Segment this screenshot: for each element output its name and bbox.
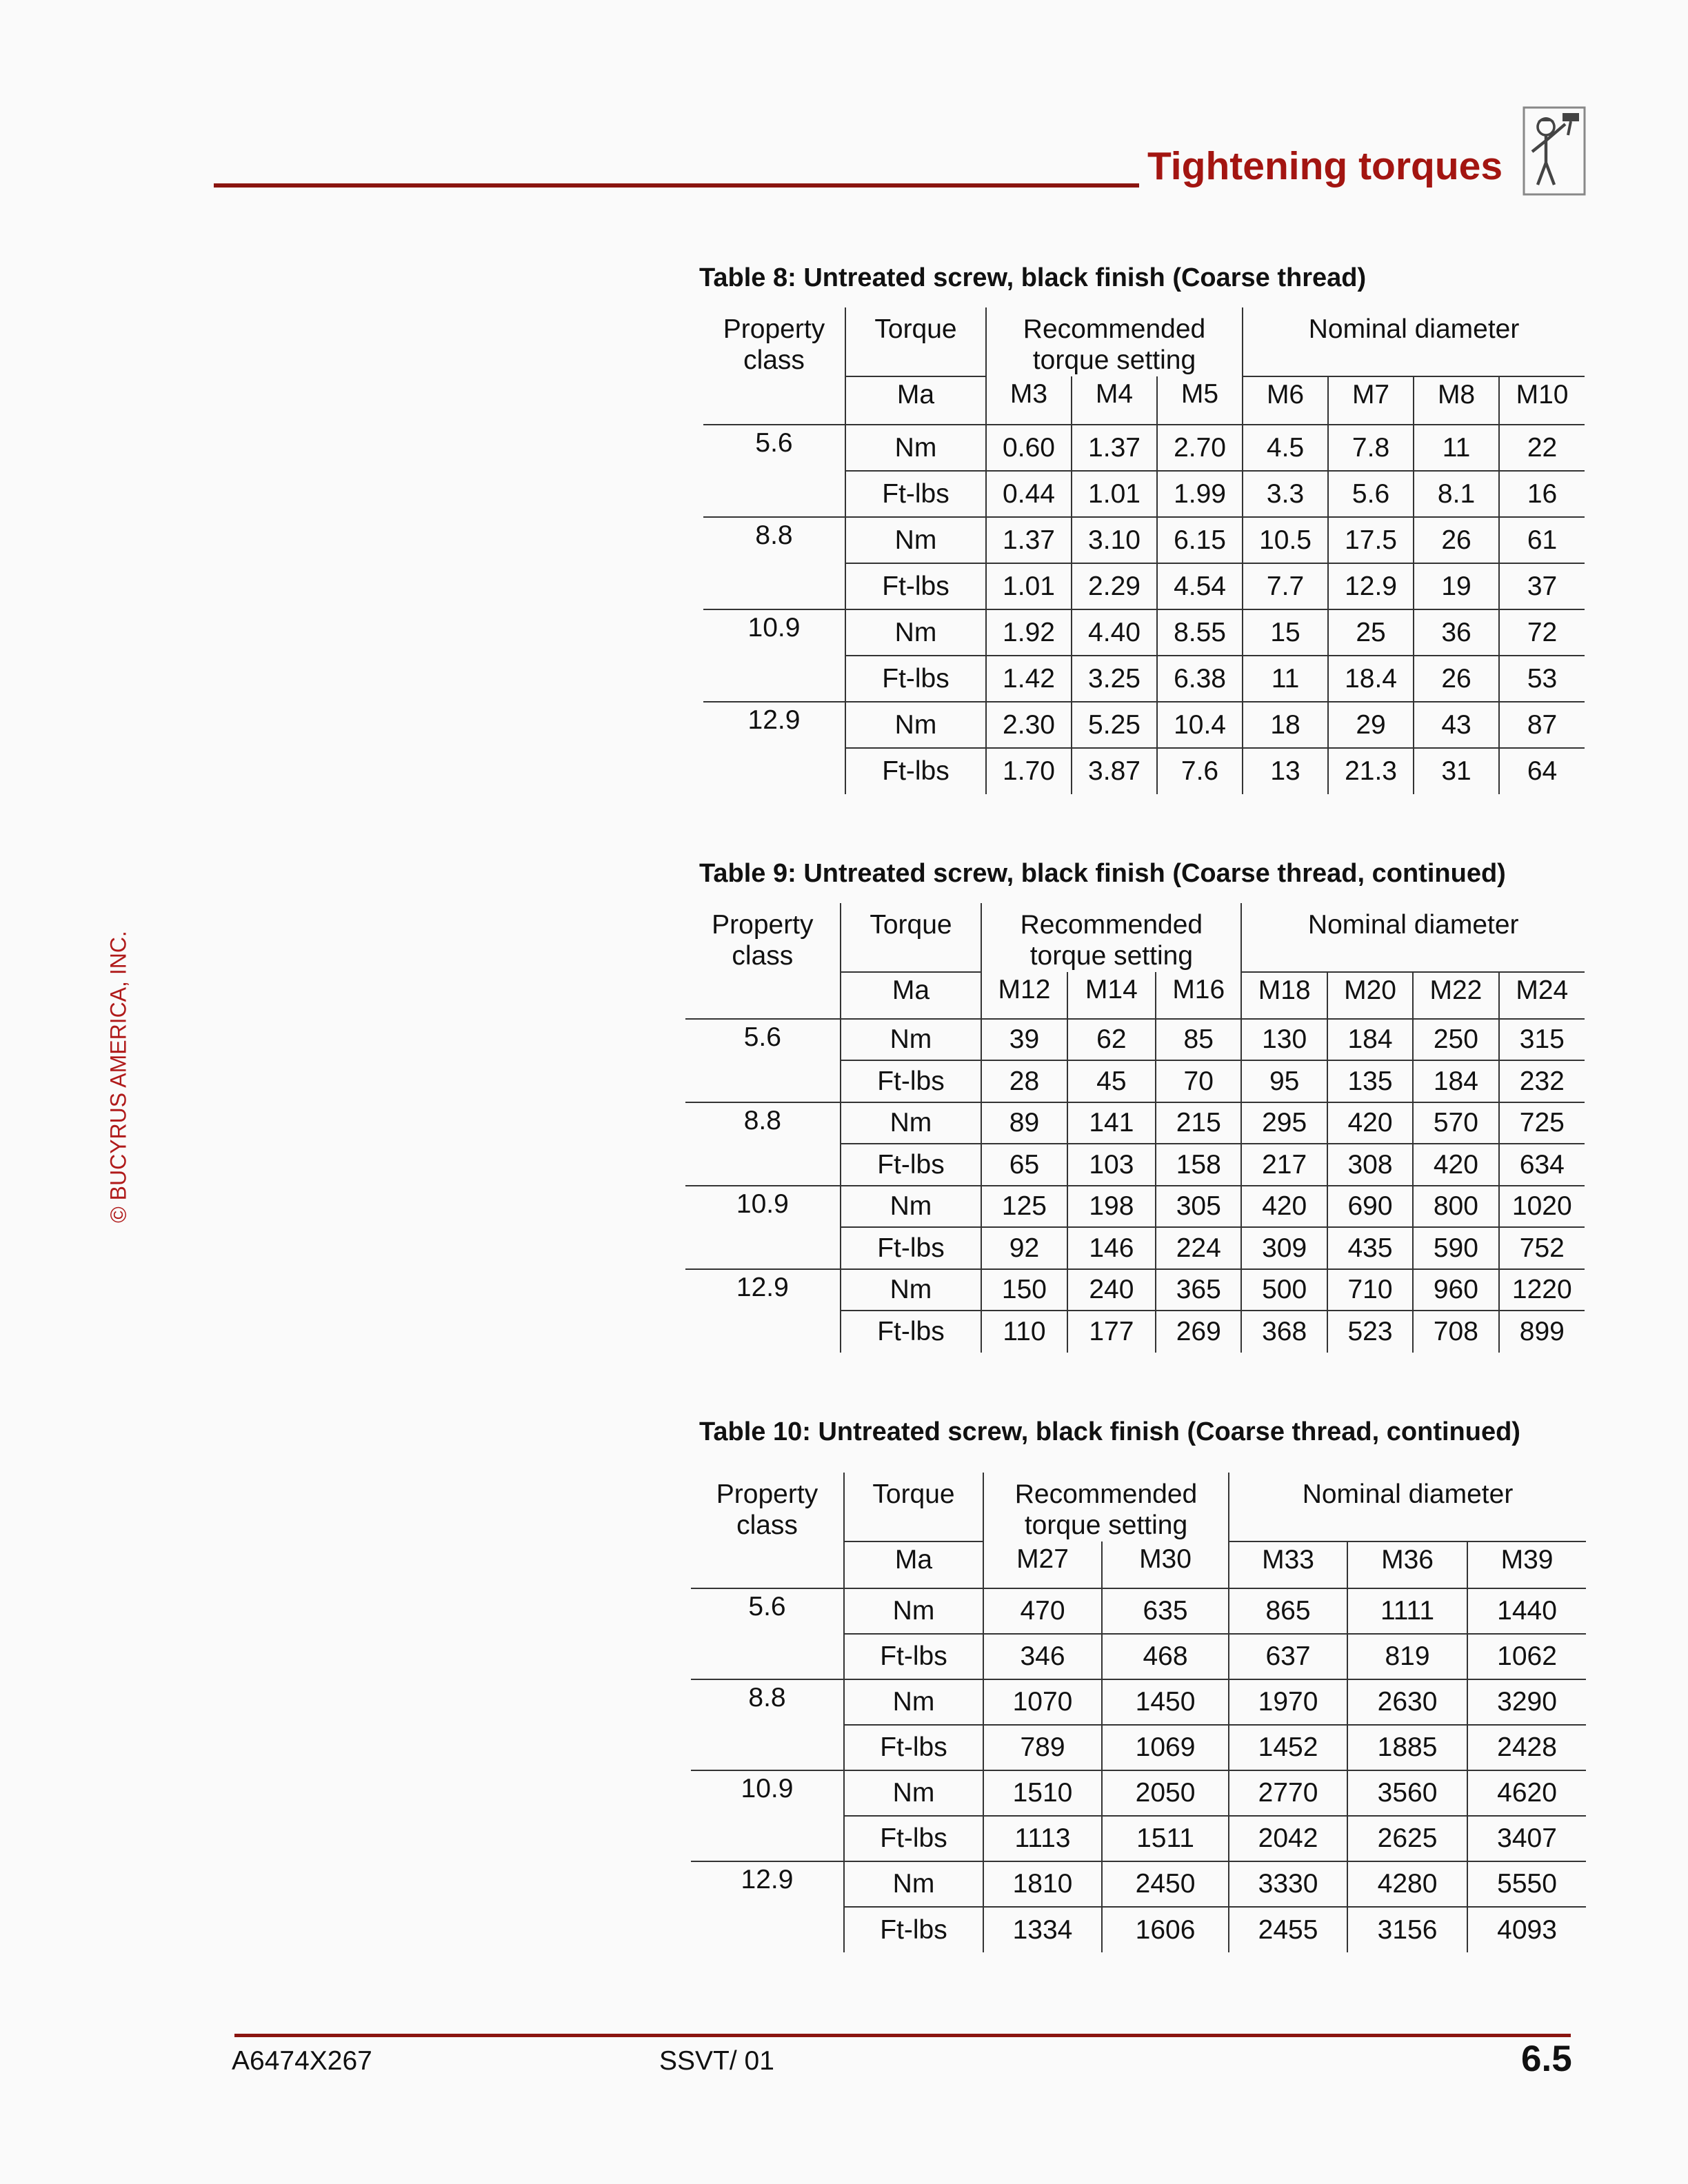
torque-value: 269: [1156, 1311, 1241, 1353]
torque-value: 3156: [1347, 1907, 1467, 1952]
torque-value: 3330: [1229, 1861, 1347, 1907]
torque-value: 420: [1241, 1186, 1327, 1228]
torque-value: 346: [983, 1634, 1102, 1679]
torque-value: 0.60: [986, 425, 1072, 471]
torque-value: 2.29: [1072, 563, 1157, 609]
revision: SSVT/ 01: [659, 2046, 774, 2076]
torque-value: 570: [1413, 1102, 1498, 1144]
torque-value: 158: [1156, 1144, 1241, 1186]
unit-cell: Ft-lbs: [844, 1907, 983, 1952]
nominal-diameter-header: Nominal diameter: [1229, 1473, 1586, 1541]
torque-value: 2450: [1102, 1861, 1229, 1907]
unit-cell: Nm: [844, 1770, 983, 1816]
torque-value: 45: [1067, 1060, 1156, 1102]
torque-value: 141: [1067, 1102, 1156, 1144]
torque-value: 5550: [1467, 1861, 1586, 1907]
size-header: M22: [1413, 972, 1498, 1019]
ma-header: Ma: [845, 376, 986, 425]
nominal-diameter-header: Nominal diameter: [1243, 307, 1585, 376]
mechanic-icon: [1521, 105, 1587, 197]
torque-value: 10.5: [1243, 517, 1328, 563]
torque-value: 250: [1413, 1019, 1498, 1061]
torque-value: 468: [1102, 1634, 1229, 1679]
page-title: Tightening torques: [1147, 144, 1503, 188]
torque-value: 365: [1156, 1269, 1241, 1311]
torque-value: 2042: [1229, 1816, 1347, 1861]
property-class-cell: 5.6: [685, 1019, 841, 1102]
torque-value: 217: [1241, 1144, 1327, 1186]
table-caption: Table 8: Untreated screw, black finish (Coarse thread): [699, 263, 1367, 292]
torque-table: [703, 307, 1585, 794]
torque-value: 2.70: [1157, 425, 1243, 471]
torque-value: 1334: [983, 1907, 1102, 1952]
torque-value: 435: [1327, 1227, 1413, 1269]
torque-value: 31: [1414, 748, 1499, 794]
torque-value: 752: [1499, 1227, 1585, 1269]
table-caption: Table 10: Untreated screw, black finish (Coarse thread, continued): [699, 1417, 1520, 1446]
size-header: M18: [1241, 972, 1327, 1019]
torque-value: 6.15: [1157, 517, 1243, 563]
torque-value: 17.5: [1328, 517, 1414, 563]
torque-value: 150: [981, 1269, 1067, 1311]
torque-value: 1810: [983, 1861, 1102, 1907]
torque-value: 13: [1243, 748, 1328, 794]
torque-value: 960: [1413, 1269, 1498, 1311]
size-header: M7: [1328, 376, 1414, 425]
unit-cell: Ft-lbs: [844, 1725, 983, 1770]
torque-value: 1070: [983, 1679, 1102, 1725]
torque-value: 177: [1067, 1311, 1156, 1353]
torque-value: 1220: [1499, 1269, 1585, 1311]
unit-cell: Ft-lbs: [845, 656, 986, 702]
torque-value: 635: [1102, 1588, 1229, 1634]
unit-cell: Ft-lbs: [844, 1634, 983, 1679]
torque-value: 87: [1499, 702, 1585, 748]
torque-value: 198: [1067, 1186, 1156, 1228]
torque-value: 315: [1499, 1019, 1585, 1061]
property-class-cell: 10.9: [703, 609, 845, 702]
torque-value: 1606: [1102, 1907, 1229, 1952]
torque-value: 2428: [1467, 1725, 1586, 1770]
torque-value: 4093: [1467, 1907, 1586, 1952]
torque-value: 184: [1327, 1019, 1413, 1061]
footer-rule: [234, 2034, 1571, 2037]
torque-value: 3.87: [1072, 748, 1157, 794]
torque-value: 0.44: [986, 471, 1072, 517]
torque-value: 5.25: [1072, 702, 1157, 748]
torque-value: 61: [1499, 517, 1585, 563]
torque-value: 3407: [1467, 1816, 1586, 1861]
torque-value: 10.4: [1157, 702, 1243, 748]
torque-value: 3290: [1467, 1679, 1586, 1725]
torque-value: 240: [1067, 1269, 1156, 1311]
torque-header: Torque: [841, 903, 982, 972]
torque-value: 2630: [1347, 1679, 1467, 1725]
torque-value: 710: [1327, 1269, 1413, 1311]
size-header: M4: [1072, 376, 1157, 425]
page-number: 6.5: [1521, 2039, 1572, 2079]
size-header: M39: [1467, 1541, 1586, 1588]
property-class-cell: 12.9: [736, 1272, 789, 1302]
torque-value: 800: [1413, 1186, 1498, 1228]
torque-value: 26: [1414, 656, 1499, 702]
torque-value: 305: [1156, 1186, 1241, 1228]
torque-value: 1970: [1229, 1679, 1347, 1725]
torque-value: 2455: [1229, 1907, 1347, 1952]
torque-table: [685, 903, 1585, 1353]
property-class-cell: 5.6: [703, 425, 845, 517]
torque-value: 72: [1499, 609, 1585, 656]
property-class-header: Property class: [691, 1473, 844, 1588]
torque-value: 1020: [1499, 1186, 1585, 1228]
size-header: M24: [1499, 972, 1585, 1019]
recommended-header: Recommended torque setting: [983, 1473, 1229, 1541]
torque-value: 1113: [983, 1816, 1102, 1861]
torque-value: 125: [981, 1186, 1067, 1228]
torque-value: 1062: [1467, 1634, 1586, 1679]
torque-value: 70: [1156, 1060, 1241, 1102]
torque-header: Torque: [845, 307, 986, 376]
torque-value: 95: [1241, 1060, 1327, 1102]
torque-value: 590: [1413, 1227, 1498, 1269]
property-class-cell: 10.9: [691, 1770, 844, 1861]
ma-header: Ma: [841, 972, 982, 1019]
unit-cell: Nm: [845, 517, 986, 563]
size-header: M27: [983, 1541, 1102, 1588]
property-class-cell: 5.6: [691, 1588, 844, 1679]
unit-cell: Ft-lbs: [841, 1227, 982, 1269]
torque-value: 368: [1241, 1311, 1327, 1353]
torque-value: 1440: [1467, 1588, 1586, 1634]
torque-value: 420: [1327, 1102, 1413, 1144]
size-header: M6: [1243, 376, 1328, 425]
torque-value: 18.4: [1328, 656, 1414, 702]
document-id: A6474X267: [232, 2046, 372, 2076]
torque-value: 5.6: [1328, 471, 1414, 517]
torque-value: 184: [1413, 1060, 1498, 1102]
torque-value: 2050: [1102, 1770, 1229, 1816]
torque-value: 85: [1156, 1019, 1241, 1061]
property-class-cell: 8.8: [691, 1679, 844, 1770]
torque-value: 500: [1241, 1269, 1327, 1311]
torque-value: 53: [1499, 656, 1585, 702]
torque-header: Torque: [844, 1473, 983, 1541]
property-class-header: Property class: [685, 903, 841, 1019]
torque-value: 1.92: [986, 609, 1072, 656]
torque-value: 309: [1241, 1227, 1327, 1269]
unit-cell: Ft-lbs: [845, 563, 986, 609]
table-caption: Table 9: Untreated screw, black finish (Coarse thread, continued): [699, 859, 1506, 888]
torque-value: 634: [1499, 1144, 1585, 1186]
torque-value: 215: [1156, 1102, 1241, 1144]
torque-value: 19: [1414, 563, 1499, 609]
torque-value: 12.9: [1328, 563, 1414, 609]
torque-value: 11: [1414, 425, 1499, 471]
torque-value: 295: [1241, 1102, 1327, 1144]
torque-value: 3560: [1347, 1770, 1467, 1816]
unit-cell: Nm: [844, 1588, 983, 1634]
torque-value: 1111: [1347, 1588, 1467, 1634]
unit-cell: Nm: [841, 1019, 982, 1061]
torque-value: 8.55: [1157, 609, 1243, 656]
torque-value: 18: [1243, 702, 1328, 748]
torque-value: 4620: [1467, 1770, 1586, 1816]
property-class-cell: 8.8: [703, 517, 845, 609]
torque-value: 1511: [1102, 1816, 1229, 1861]
torque-value: 819: [1347, 1634, 1467, 1679]
torque-value: 62: [1067, 1019, 1156, 1061]
torque-value: 22: [1499, 425, 1585, 471]
torque-value: 637: [1229, 1634, 1347, 1679]
torque-value: 16: [1499, 471, 1585, 517]
torque-value: 899: [1499, 1311, 1585, 1353]
torque-value: 1.37: [986, 517, 1072, 563]
property-class-cell: 12.9: [741, 1864, 794, 1894]
torque-value: 29: [1328, 702, 1414, 748]
unit-cell: Nm: [841, 1186, 982, 1228]
size-header: M30: [1102, 1541, 1229, 1588]
torque-value: 1.42: [986, 656, 1072, 702]
torque-value: 708: [1413, 1311, 1498, 1353]
unit-cell: Ft-lbs: [844, 1816, 983, 1861]
torque-value: 146: [1067, 1227, 1156, 1269]
unit-cell: Ft-lbs: [845, 471, 986, 517]
torque-value: 7.7: [1243, 563, 1328, 609]
copyright-notice: © BUCYRUS AMERICA, INC.: [106, 931, 131, 1223]
torque-value: 6.38: [1157, 656, 1243, 702]
torque-value: 2625: [1347, 1816, 1467, 1861]
torque-value: 15: [1243, 609, 1328, 656]
torque-value: 130: [1241, 1019, 1327, 1061]
torque-value: 11: [1243, 656, 1328, 702]
unit-cell: Nm: [841, 1102, 982, 1144]
torque-value: 865: [1229, 1588, 1347, 1634]
torque-value: 92: [981, 1227, 1067, 1269]
torque-value: 725: [1499, 1102, 1585, 1144]
torque-value: 37: [1499, 563, 1585, 609]
torque-value: 3.3: [1243, 471, 1328, 517]
recommended-header: Recommended torque setting: [986, 307, 1243, 376]
torque-table: [691, 1473, 1586, 1952]
torque-value: 7.6: [1157, 748, 1243, 794]
torque-value: 1450: [1102, 1679, 1229, 1725]
unit-cell: Nm: [841, 1269, 982, 1311]
torque-value: 39: [981, 1019, 1067, 1061]
torque-value: 4.5: [1243, 425, 1328, 471]
torque-value: 135: [1327, 1060, 1413, 1102]
unit-cell: Ft-lbs: [841, 1060, 982, 1102]
torque-value: 7.8: [1328, 425, 1414, 471]
unit-cell: Nm: [844, 1679, 983, 1725]
unit-cell: Ft-lbs: [841, 1144, 982, 1186]
property-class-cell: 10.9: [685, 1186, 841, 1269]
torque-value: 1069: [1102, 1725, 1229, 1770]
size-header: M33: [1229, 1541, 1347, 1588]
torque-value: 21.3: [1328, 748, 1414, 794]
torque-value: 1.01: [1072, 471, 1157, 517]
unit-cell: Ft-lbs: [841, 1311, 982, 1353]
torque-value: 8.1: [1414, 471, 1499, 517]
header-rule: [214, 183, 1139, 188]
property-class-header: Property class: [703, 307, 845, 425]
torque-value: 690: [1327, 1186, 1413, 1228]
ma-header: Ma: [844, 1541, 983, 1588]
recommended-header: Recommended torque setting: [981, 903, 1241, 972]
torque-value: 232: [1499, 1060, 1585, 1102]
size-header: M3: [986, 376, 1072, 425]
size-header: M10: [1499, 376, 1585, 425]
torque-value: 3.10: [1072, 517, 1157, 563]
property-class-cell: 8.8: [685, 1102, 841, 1186]
torque-value: 65: [981, 1144, 1067, 1186]
size-header: M16: [1156, 972, 1241, 1019]
torque-value: 3.25: [1072, 656, 1157, 702]
size-header: M20: [1327, 972, 1413, 1019]
torque-value: 1510: [983, 1770, 1102, 1816]
torque-value: 1.01: [986, 563, 1072, 609]
size-header: M36: [1347, 1541, 1467, 1588]
torque-value: 308: [1327, 1144, 1413, 1186]
torque-value: 2.30: [986, 702, 1072, 748]
torque-value: 43: [1414, 702, 1499, 748]
unit-cell: Nm: [845, 609, 986, 656]
torque-value: 789: [983, 1725, 1102, 1770]
unit-cell: Nm: [845, 702, 986, 748]
size-header: M14: [1067, 972, 1156, 1019]
property-class-cell: 12.9: [747, 705, 801, 735]
size-header: M12: [981, 972, 1067, 1019]
torque-value: 420: [1413, 1144, 1498, 1186]
torque-value: 28: [981, 1060, 1067, 1102]
torque-value: 36: [1414, 609, 1499, 656]
torque-value: 1.70: [986, 748, 1072, 794]
torque-value: 89: [981, 1102, 1067, 1144]
torque-value: 64: [1499, 748, 1585, 794]
unit-cell: Ft-lbs: [845, 748, 986, 794]
torque-value: 1.37: [1072, 425, 1157, 471]
torque-value: 1452: [1229, 1725, 1347, 1770]
torque-value: 26: [1414, 517, 1499, 563]
torque-value: 103: [1067, 1144, 1156, 1186]
torque-value: 4280: [1347, 1861, 1467, 1907]
torque-value: 25: [1328, 609, 1414, 656]
torque-value: 470: [983, 1588, 1102, 1634]
unit-cell: Nm: [845, 425, 986, 471]
torque-value: 1885: [1347, 1725, 1467, 1770]
size-header: M8: [1414, 376, 1499, 425]
nominal-diameter-header: Nominal diameter: [1241, 903, 1585, 972]
torque-value: 1.99: [1157, 471, 1243, 517]
torque-value: 523: [1327, 1311, 1413, 1353]
torque-value: 2770: [1229, 1770, 1347, 1816]
torque-value: 110: [981, 1311, 1067, 1353]
unit-cell: Nm: [844, 1861, 983, 1907]
torque-value: 4.54: [1157, 563, 1243, 609]
torque-value: 4.40: [1072, 609, 1157, 656]
size-header: M5: [1157, 376, 1243, 425]
torque-value: 224: [1156, 1227, 1241, 1269]
